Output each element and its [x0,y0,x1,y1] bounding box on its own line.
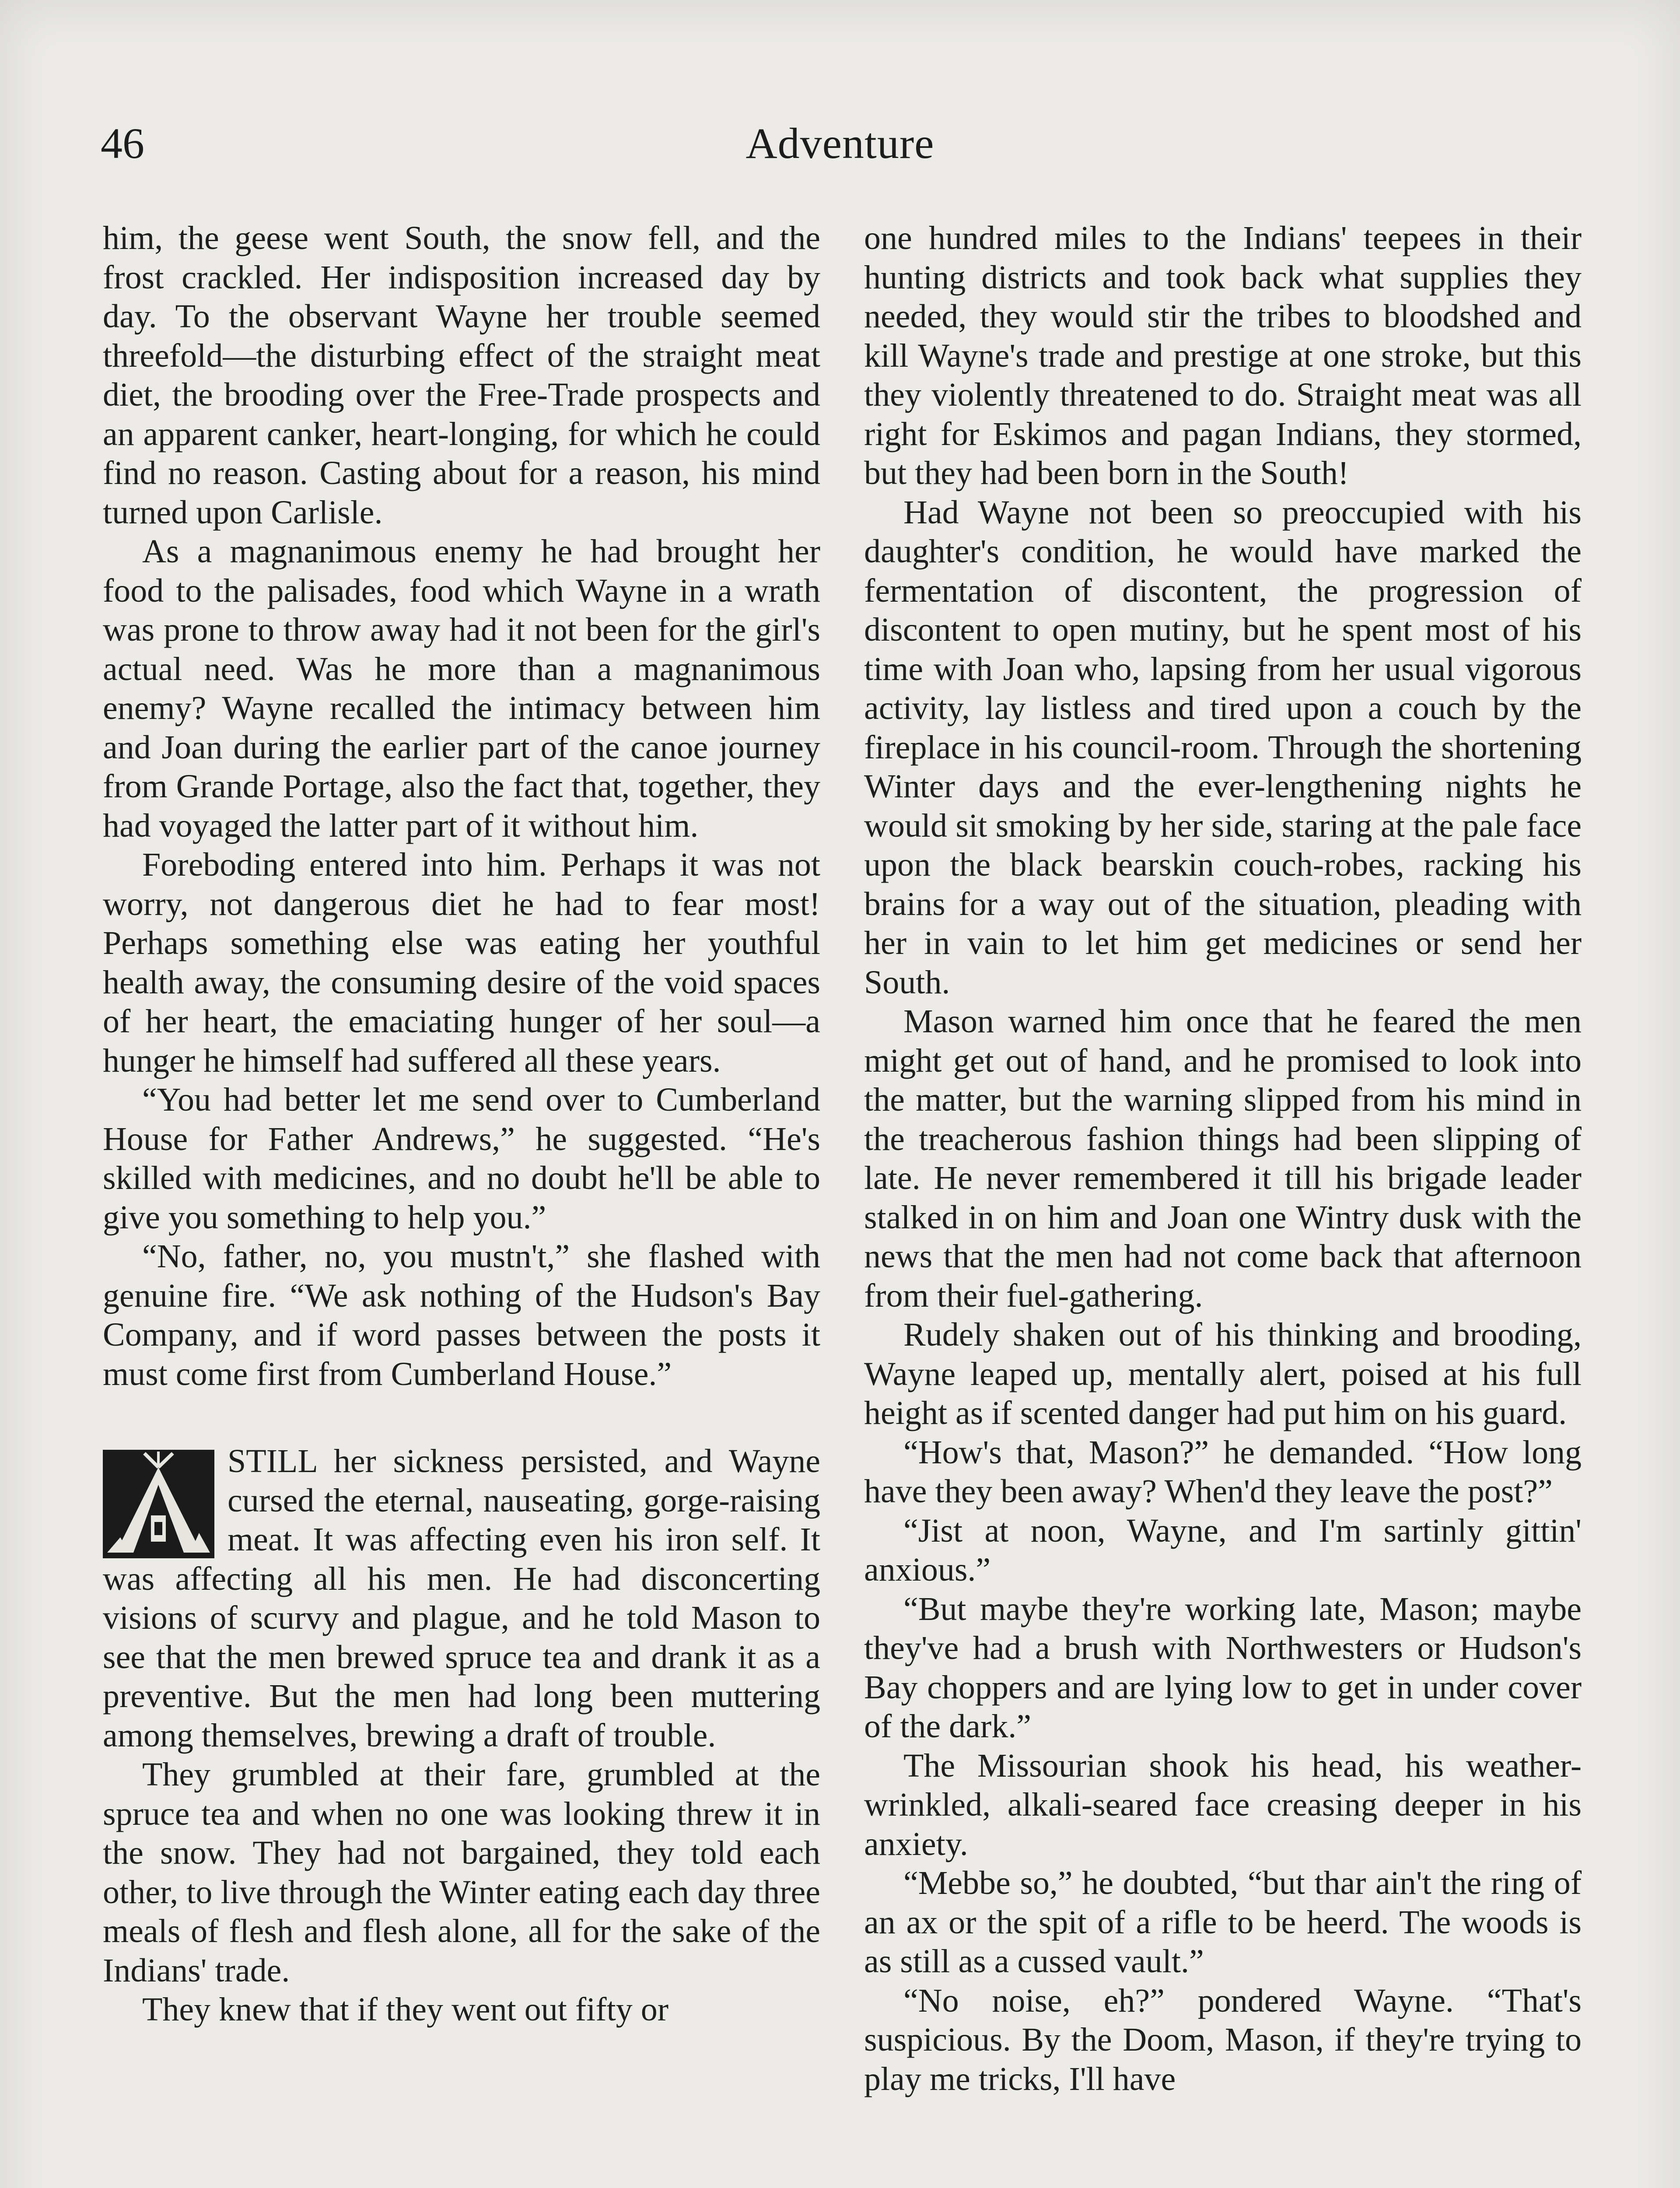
dropcap-paragraph-text: her sickness persisted, and Wayne cursed the eternal, nauseating, gorge-raising meat. It was affecting even his iron self. It was affecting all his men. He had disconcerting visions of scurvy and plague, and he told Mason to see that the men brewed spruce tea and drank it as a preventive. But the men had long been muttering among themselves, brewing a draft of trouble. [103,1443,820,1754]
paragraph: one hundred miles to the Indians' teepees in their hunting districts and took back what supplies they needed, they would stir the tribes to bloodshed and kill Wayne's trade and prestige at one stroke, but this they violently threatened to do. Straight meat was all right for Eskimos and pagan Indians, they stormed, but they had been born in the South! [864,220,1582,491]
paragraph: “No, father, no, you mustn't,” she flashed with genuine fire. “We ask nothing of the Hudson's Bay Company, and if word passes between the posts it must come first from Cumberland House.” [103,1238,820,1392]
paragraph: “Jist at noon, Wayne, and I'm sartinly gittin' anxious.” [864,1512,1582,1588]
paragraph: Had Wayne not been so preoccupied with his daughter's condition, he would have marked the fermentation of discontent, the progression of discontent to open mutiny, but he spent most of his time with Joan who, lapsing from her usual vigorous activity, lay listless and tired upon a couch by the fireplace in his council-room. Through the shortening Winter days and the ever-lengthening nights he would sit smoking by her side, staring at the pale face upon the black bearskin couch-robes, racking his brains for a way out of the situation, pleading with her in vain to let him get medicines or send her South. [864,494,1582,1001]
paragraph: him, the geese went South, the snow fell, and the frost crackled. Her indisposition increased day by day. To the observant Wayne her trouble seemed threefold—the disturbing effect of the straight meat diet, the brooding over the Free-Trade prospects and an apparent canker, heart-longing, for which he could find no reason. Casting about for a reason, his mind turned upon Carlisle. [103,220,820,531]
teepee-dropcap-icon [103,1450,214,1558]
paragraph: “Mebbe so,” he doubted, “but thar ain't the ring of an ax or the spit of a rifle to be heerd. The woods is as still as a cussed vault.” [864,1865,1582,1980]
paragraph: Mason warned him once that he feared the men might get out of hand, and he promised to look into the matter, but the warning slipped from his mind in the treacherous fashion things had been slipping of late. He never remembered it till his brigade leader stalked in on him and Joan one Wintry dusk with the news that the men had not come back that afternoon from their fuel-gathering. [864,1003,1582,1314]
paragraph: The Missourian shook his head, his weather-wrinkled, alkali-seared face creasing deeper in his anxiety. [864,1747,1582,1862]
paragraph: Rudely shaken out of his thinking and brooding, Wayne leaped up, mentally alert, poised at his full height as if scented danger had put him on his guard. [864,1316,1582,1431]
page-header [101,118,1579,188]
paragraph: They grumbled at their fare, grumbled at the spruce tea and when no one was looking threw it in the snow. They had not bargained, they told each other, to live through the Winter eating each day three meals of flesh and flesh alone, all for the sake of the Indians' trade. [103,1756,820,1989]
paragraph: As a magnanimous enemy he had brought her food to the palisades, food which Wayne in a wrath was prone to throw away had it not been for the girl's actual need. Was he more than a magnanimous enemy? Wayne recalled the intimacy between him and Joan during the earlier part of the canoe journey from Grande Portage, also the fact that, together, they had voyaged the latter part of it without him. [103,533,820,844]
paragraph: “No noise, eh?” pondered Wayne. “That's suspicious. By the Doom, Mason, if they're trying to play me tricks, I'll have [864,1982,1582,2097]
dropcap-paragraph [103,1442,820,1755]
page-number: 46 [101,119,144,168]
paragraph: Foreboding entered into him. Perhaps it was not worry, not dangerous diet he had to fear most! Perhaps something else was eating her youthful health away, the consuming desire of the void spaces of her heart, the emaciating hunger of her soul—a hunger he himself had suffered all these years. [103,846,820,1079]
paragraph: “How's that, Mason?” he demanded. “How long have they been away? When'd they leave the post?” [864,1434,1582,1510]
magazine-title: Adventure [746,119,934,168]
paragraph: “You had better let me send over to Cumberland House for Father Andrews,” he suggested. “He's skilled with medicines, and no doubt he'll be able to give you something to help you.” [103,1081,820,1236]
paragraph: They knew that if they went out fifty or [142,1991,669,2028]
section-break [103,1394,820,1442]
dropcap-word: STILL [228,1443,317,1480]
paragraph: “But maybe they're working late, Mason; maybe they've had a brush with Northwesters or Hudson's Bay choppers and are lying low to get in under cover of the dark.” [864,1590,1582,1745]
right-column [864,219,1582,2099]
left-column [103,219,820,2030]
